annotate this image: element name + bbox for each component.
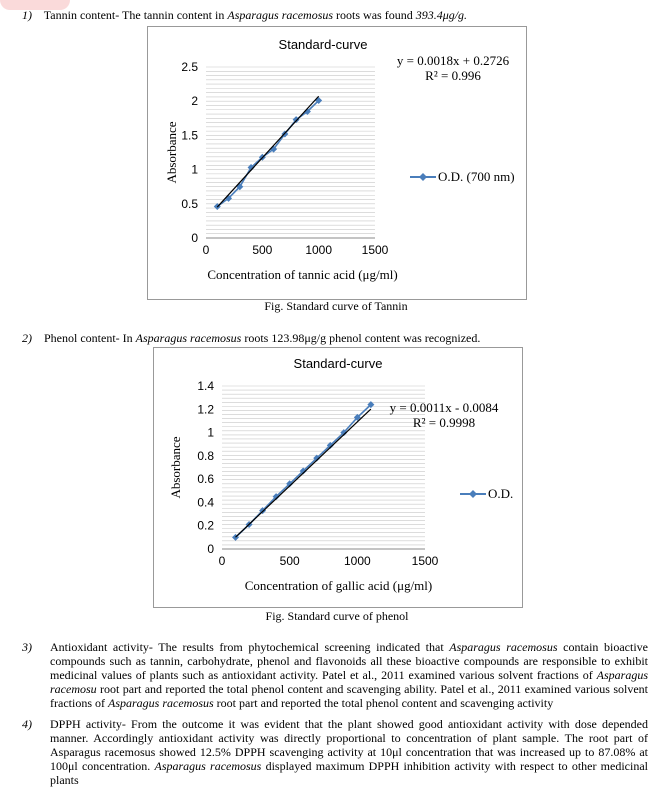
- section-1-heading: [22, 8, 467, 22]
- y-tick-label: 0: [191, 231, 198, 245]
- trendline-equation: y = 0.0018x + 0.2726: [396, 53, 510, 68]
- section-3-species-2: Asparagus racemosu: [50, 668, 648, 696]
- tannin-figure-caption: Fig. Standard curve of Tannin: [264, 299, 408, 313]
- y-tick-label: 0.5: [181, 196, 198, 211]
- y-tick-label: 1.4: [197, 379, 214, 393]
- section-4-number: 4): [22, 717, 32, 731]
- section-3-number: 3): [22, 640, 32, 654]
- section-4-body: [50, 717, 648, 787]
- y-tick-label: 0.8: [197, 448, 214, 463]
- x-tick-label: 0: [202, 243, 210, 257]
- x-tick-label: 1500: [361, 243, 389, 257]
- phenol-figure-caption: Fig. Standard curve of phenol: [265, 609, 409, 623]
- section-3-text-3: root part and reported the total phenol content and scavenging ability. Patel et al., 2011 examined various solvent fractions of: [50, 682, 648, 710]
- y-tick-label: 0: [207, 542, 214, 556]
- x-tick-label: 1500: [411, 554, 439, 568]
- y-tick-label: 1: [207, 425, 214, 440]
- r-squared: R² = 0.996: [425, 68, 481, 83]
- legend-label: O.D.: [488, 486, 514, 501]
- section-3-species-3: Asparagus racemosus: [107, 696, 214, 710]
- legend-marker: [419, 173, 427, 181]
- y-tick-label: 2: [191, 94, 198, 109]
- legend-label: O.D. (700 nm): [438, 169, 515, 184]
- section-2-number: 2): [22, 331, 32, 345]
- legend-marker: [469, 490, 477, 498]
- section-3-body: [50, 640, 648, 710]
- y-axis-label: Absorbance: [164, 121, 179, 184]
- y-tick-label: 0.6: [197, 472, 214, 487]
- y-tick-label: 1.5: [181, 128, 198, 143]
- section-4-paragraph: [22, 717, 648, 787]
- x-axis-label: Concentration of gallic acid (μg/ml): [244, 578, 433, 593]
- trendline-equation: y = 0.0011x - 0.0084: [389, 400, 499, 415]
- tannin-chart-area: [147, 26, 527, 300]
- section-3-text-2: contain bioactive compounds such as tannin, carbohydrate, phenol and flavonoids all these bioactive compounds are responsible to exhibit medicinal values of plants such as antioxidant activity. Patel et al., 2011 examined various solvent fractions of: [50, 640, 648, 682]
- x-tick-label: 1000: [343, 554, 371, 568]
- x-tick-label: 0: [218, 554, 226, 568]
- phenol-chart-area: [153, 347, 523, 608]
- section-1-text-b: roots was found: [333, 8, 416, 22]
- phenol-chart: [154, 348, 522, 607]
- y-tick-label: 2.5: [181, 60, 198, 74]
- section-4-text-1: DPPH activity- From the outcome it was evident that the plant showed good antioxidant activity with dose depended manner. Accordingly antioxidant activity was directly proportional to concentration of plant sample. The root part of Asparagus racemosus showed 12.5% DPPH scavenging activity at 10μl concentration that was increased up to 87.08% at 100μl concentration.: [50, 717, 648, 773]
- section-3-species-1: Asparagus racemosus: [449, 640, 558, 654]
- x-tick-label: 500: [279, 554, 300, 568]
- section-2-text-b: roots 123.98μg/g phenol content was recognized.: [241, 331, 481, 345]
- section-3-text-1: Antioxidant activity- The results from phytochemical screening indicated that: [50, 640, 450, 654]
- section-1-text-a: Tannin content- The tannin content in: [43, 8, 228, 22]
- section-2-species: Asparagus racemosus: [135, 331, 242, 345]
- y-tick-label: 0.4: [197, 495, 214, 510]
- y-axis-label: Absorbance: [168, 436, 183, 499]
- y-tick-label: 1: [191, 162, 198, 177]
- section-1-species: Asparagus racemosus: [227, 8, 334, 22]
- x-tick-label: 500: [252, 243, 273, 257]
- tannin-chart: [148, 27, 526, 299]
- y-tick-label: 1.2: [197, 402, 214, 417]
- x-axis-label: Concentration of tannic acid (μg/ml): [207, 267, 398, 282]
- section-3-text-4: root part and reported the total phenol content and scavenging activity: [213, 696, 554, 710]
- section-4-species: Asparagus racemosus: [154, 759, 262, 773]
- section-4-text-2: displayed maximum DPPH inhibition activity with respect to other medicinal plants: [50, 759, 648, 787]
- chart-title: Standard-curve: [278, 37, 368, 52]
- section-1-number: 1): [22, 8, 32, 22]
- section-1-value: 393.4μg/g.: [415, 8, 468, 22]
- y-tick-label: 0.2: [197, 518, 214, 533]
- section-3-paragraph: [22, 640, 648, 716]
- x-tick-label: 1000: [305, 243, 333, 257]
- section-2-heading: [22, 331, 480, 345]
- trendline: [236, 409, 371, 537]
- section-2-text-a: Phenol content- In: [44, 331, 136, 345]
- trendline: [217, 96, 318, 207]
- r-squared: R² = 0.9998: [412, 415, 476, 430]
- chart-title: Standard-curve: [293, 356, 383, 371]
